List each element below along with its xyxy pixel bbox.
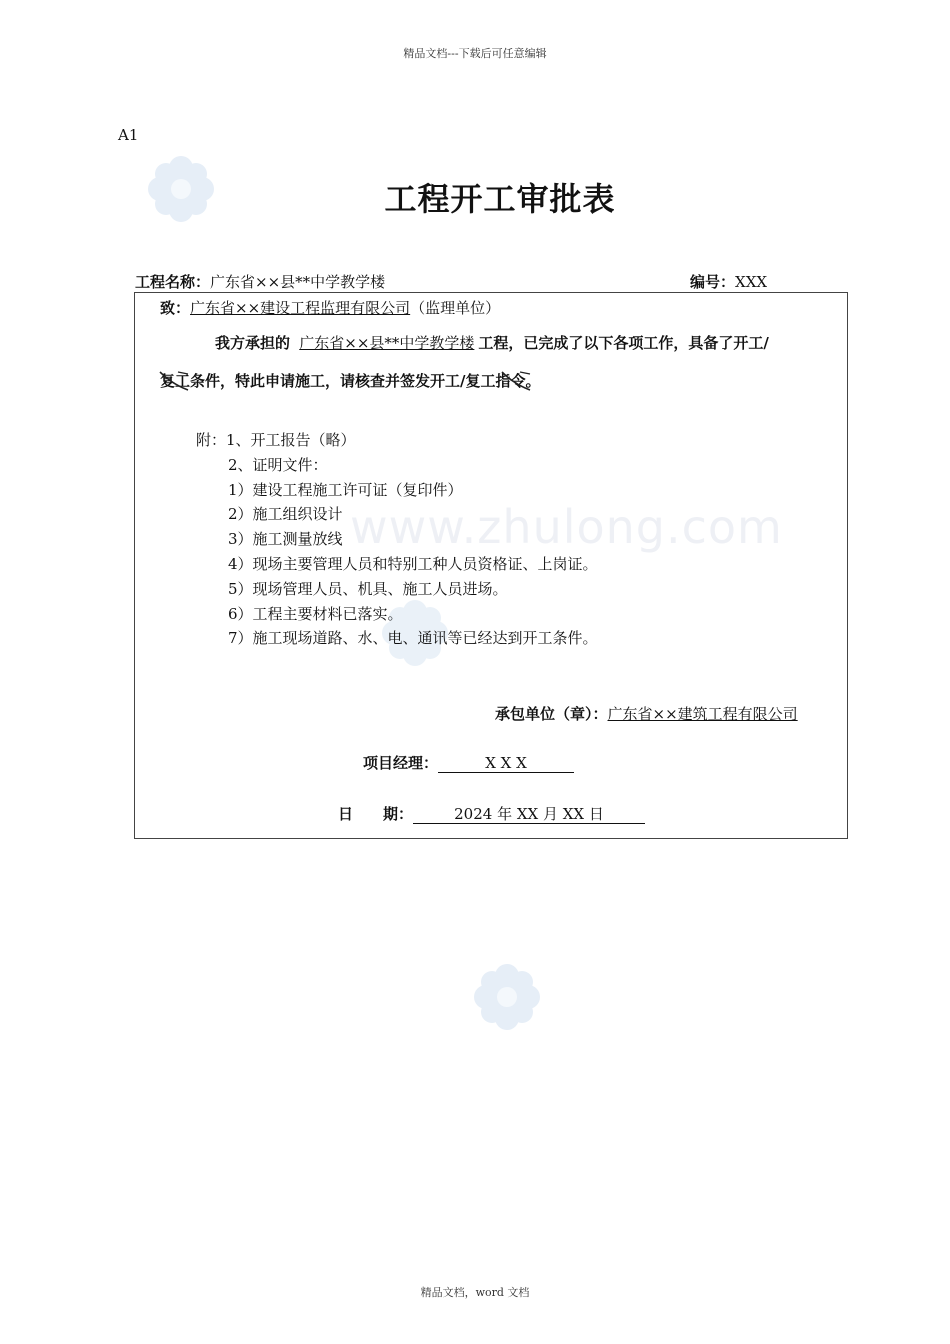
project-name-value: 广东省××县**中学教学楼 xyxy=(210,273,386,291)
statement-prefix: 我方承担的 xyxy=(215,334,291,352)
statement-line1-rest: 工程，已完成了以下各项工作，具备了开工/ xyxy=(478,334,769,352)
contractor-label: 承包单位（章）： xyxy=(495,705,608,723)
date-row xyxy=(338,803,645,824)
list-item: 2）施工组织设计 xyxy=(228,505,343,524)
list-item: 5）现场管理人员、机具、施工人员进场。 xyxy=(228,579,508,598)
list-item: 7）施工现场道路、水、电、通讯等已经达到开工条件。 xyxy=(228,629,598,648)
attachment-intro: 附：1、开工报告（略） xyxy=(196,431,356,449)
contractor-row xyxy=(495,703,798,724)
strike-mark-icon xyxy=(158,366,198,394)
contractor-value: 广东省××建筑工程有限公司 xyxy=(607,705,798,723)
attachment-item2: 2、证明文件： xyxy=(228,455,328,474)
list-item: 3）施工测量放线 xyxy=(228,530,343,549)
footer-note: 精品文档，word 文档 xyxy=(420,1286,530,1299)
list-item: 1）建设工程施工许可证（复印件） xyxy=(228,480,463,499)
watermark-text: www.zhulong.com xyxy=(350,500,783,554)
list-item: 6）工程主要材料已落实。 xyxy=(228,604,403,623)
recipient-suffix: （监理单位） xyxy=(410,299,501,317)
number-row xyxy=(690,271,767,292)
page-title: 工程开工审批表 xyxy=(384,180,616,218)
manager-value: X X X xyxy=(438,755,574,773)
project-name-label: 工程名称： xyxy=(135,273,211,291)
form-code: A1 xyxy=(118,126,139,144)
attachments-list xyxy=(196,428,598,651)
recipient-row xyxy=(160,297,500,318)
manager-row xyxy=(363,752,574,773)
strike-mark-icon xyxy=(500,366,540,394)
number-value: XXX xyxy=(735,273,768,291)
recipient-label: 致： xyxy=(160,299,191,317)
date-value: 2024 年 XX 月 XX 日 xyxy=(413,806,645,824)
statement-line-1 xyxy=(215,332,769,353)
statement-project-name: 广东省××县**中学教学楼 xyxy=(299,334,475,352)
watermark-flower-icon xyxy=(472,962,542,1032)
list-item: 4）现场主要管理人员和特别工种人员资格证、上岗证。 xyxy=(228,554,598,573)
statement-line-2: 复工条件，特此申请施工，请核查并签发开工/复工指令。 xyxy=(160,372,541,390)
number-label: 编号： xyxy=(690,273,736,291)
project-name-row xyxy=(135,271,385,292)
manager-label: 项目经理： xyxy=(363,754,439,772)
header-note: 精品文档---下载后可任意编辑 xyxy=(403,47,547,60)
recipient-value: 广东省××建设工程监理有限公司 xyxy=(190,299,411,317)
date-label: 日 期： xyxy=(338,805,414,823)
